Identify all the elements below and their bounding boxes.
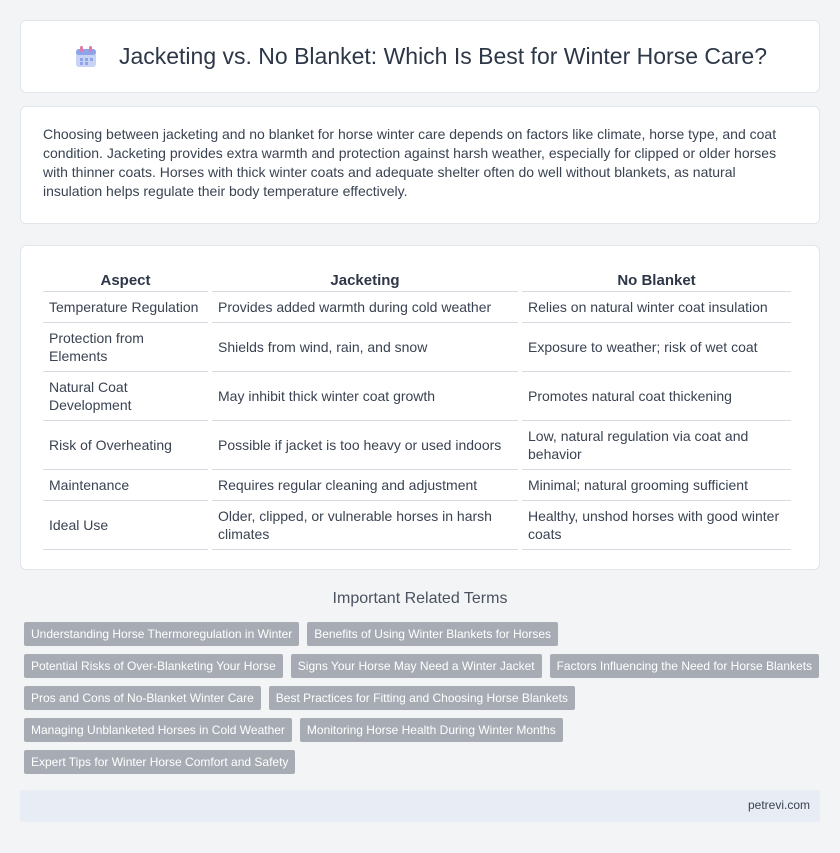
related-term-tag[interactable]: Understanding Horse Thermoregulation in Winter: [24, 622, 299, 646]
table-cell: Promotes natural coat thickening: [522, 372, 791, 421]
table-row: [43, 470, 791, 501]
table-cell: Shields from wind, rain, and snow: [212, 323, 518, 372]
table-row: [43, 501, 791, 550]
table-cell: Temperature Regulation: [43, 292, 208, 323]
calendar-icon: [73, 44, 99, 70]
related-term-tag[interactable]: Benefits of Using Winter Blankets for Horses: [307, 622, 558, 646]
table-cell: Requires regular cleaning and adjustment: [212, 470, 518, 501]
table-cell: Low, natural regulation via coat and behavior: [522, 421, 791, 470]
related-term-tag[interactable]: Managing Unblanketed Horses in Cold Weather: [24, 718, 292, 742]
table-cell: Older, clipped, or vulnerable horses in harsh climates: [212, 501, 518, 550]
related-term-tag[interactable]: Potential Risks of Over-Blanketing Your Horse: [24, 654, 283, 678]
table-header-row: [43, 266, 791, 292]
table-cell: Protection from Elements: [43, 323, 208, 372]
title-card: [20, 20, 820, 93]
table-cell: Relies on natural winter coat insulation: [522, 292, 791, 323]
tag-row: [24, 718, 824, 742]
related-term-tag[interactable]: Expert Tips for Winter Horse Comfort and Safety: [24, 750, 295, 774]
table-cell: Possible if jacket is too heavy or used indoors: [212, 421, 518, 470]
table-row: [43, 292, 791, 323]
table-row: [43, 421, 791, 470]
intro-card: [20, 106, 820, 224]
related-term-tag[interactable]: Pros and Cons of No-Blanket Winter Care: [24, 686, 261, 710]
tag-row: [24, 750, 824, 774]
table-cell: Exposure to weather; risk of wet coat: [522, 323, 791, 372]
related-terms-title: Important Related Terms: [332, 590, 508, 607]
tag-row: [24, 686, 824, 710]
table-cell: Maintenance: [43, 470, 208, 501]
related-terms-list: [24, 622, 824, 782]
footer-site-link[interactable]: petrevi.com: [747, 798, 810, 812]
table-cell: Healthy, unshod horses with good winter coats: [522, 501, 791, 550]
page-title: Jacketing vs. No Blanket: Which Is Best for Winter Horse Care?: [118, 43, 768, 69]
header-no-blanket: No Blanket: [522, 266, 791, 292]
related-term-tag[interactable]: Best Practices for Fitting and Choosing Horse Blankets: [269, 686, 575, 710]
related-term-tag[interactable]: Factors Influencing the Need for Horse Blankets: [550, 654, 819, 678]
comparison-table: [39, 266, 795, 550]
tag-row: [24, 622, 824, 646]
related-term-tag[interactable]: Monitoring Horse Health During Winter Months: [300, 718, 563, 742]
header-aspect: Aspect: [43, 266, 208, 292]
table-row: [43, 372, 791, 421]
header-jacketing: Jacketing: [212, 266, 518, 292]
table-cell: Natural Coat Development: [43, 372, 208, 421]
table-row: [43, 323, 791, 372]
table-cell: Risk of Overheating: [43, 421, 208, 470]
tag-row: [24, 654, 824, 678]
table-cell: May inhibit thick winter coat growth: [212, 372, 518, 421]
table-cell: Provides added warmth during cold weather: [212, 292, 518, 323]
intro-paragraph: Choosing between jacketing and no blanket for horse winter care depends on factors like climate, horse type, and coat condition. Jacketing provides extra warmth and protection against harsh weather, especially for clipped or older horses with thinner coats. Horses with thick winter coats and adequate shelter often do well without blankets, as natural insulation helps regulate their body temperature effectively.: [43, 126, 777, 199]
related-term-tag[interactable]: Signs Your Horse May Need a Winter Jacket: [291, 654, 542, 678]
comparison-card: [20, 245, 820, 570]
table-cell: Ideal Use: [43, 501, 208, 550]
table-cell: Minimal; natural grooming sufficient: [522, 470, 791, 501]
footer: [20, 790, 820, 822]
